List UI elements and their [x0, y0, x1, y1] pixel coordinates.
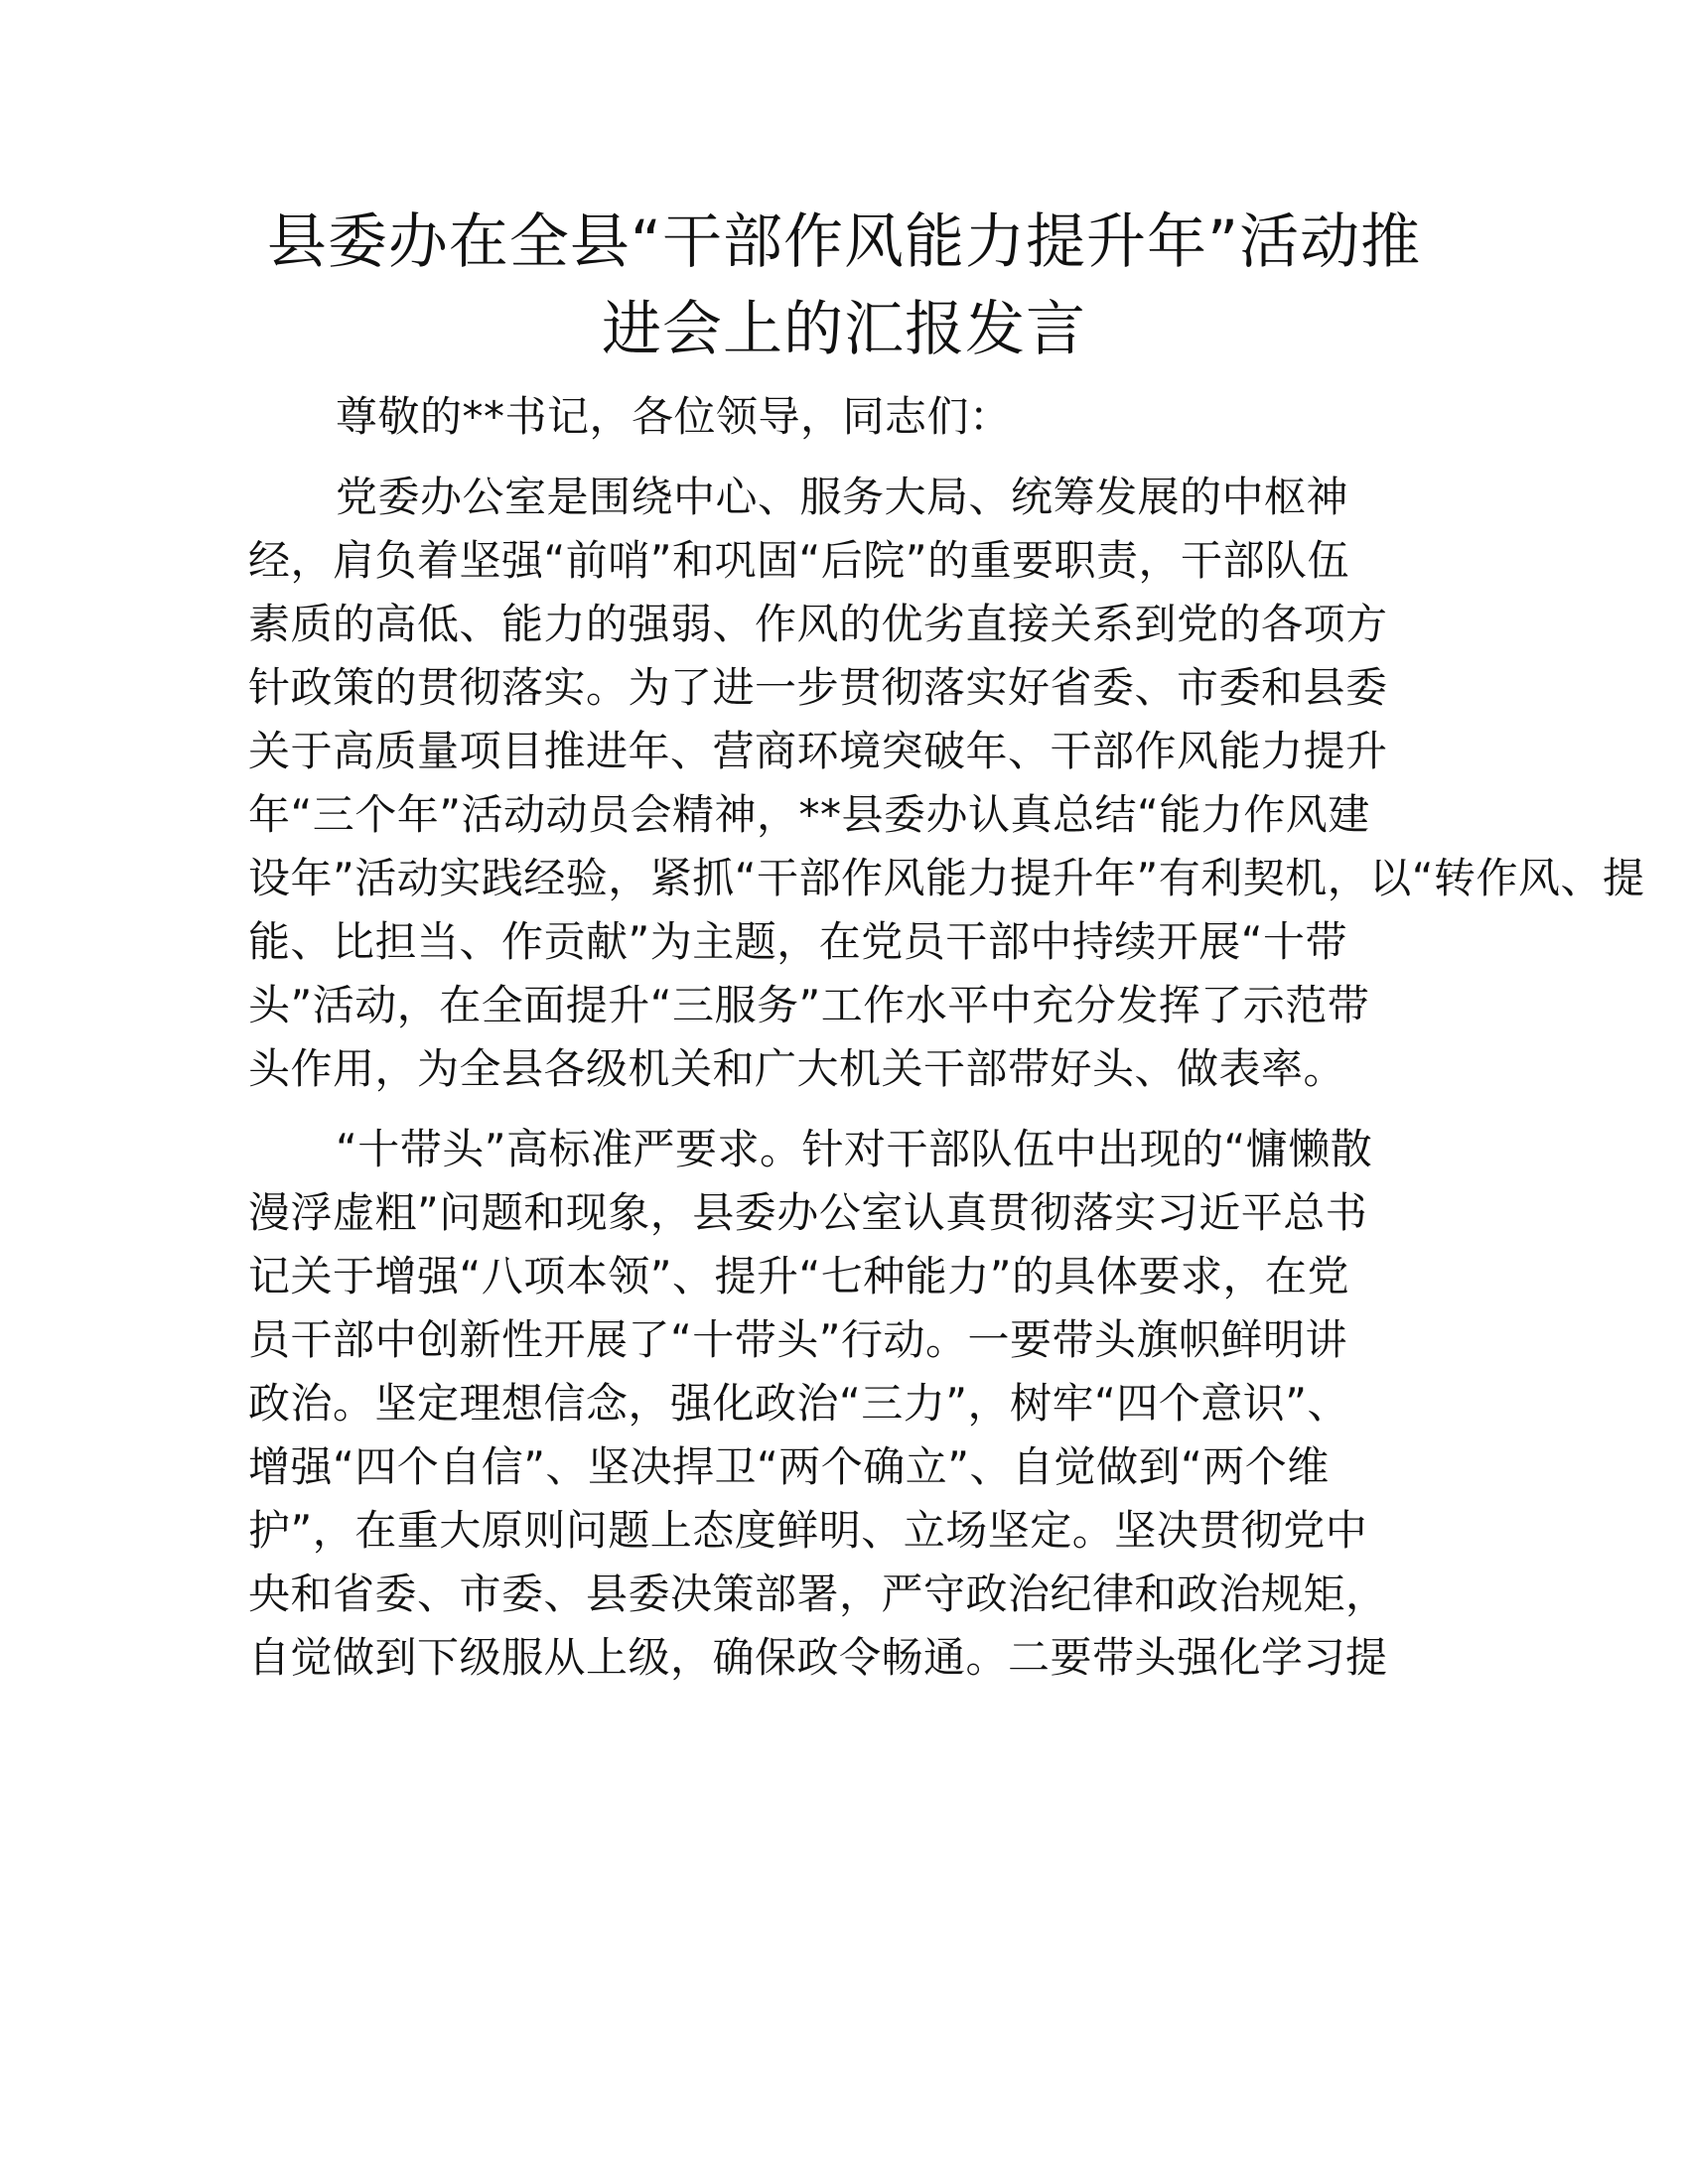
text-line: “十带头”高标准严要求。针对干部队伍中出现的“慵懒散	[336, 1125, 1373, 1173]
text-line: 关于高质量项目推进年、营商环境突破年、干部作风能力提升	[248, 727, 1388, 775]
title-line: 县委办在全县“干部作风能力提升年”活动推	[266, 207, 1422, 277]
text-line: 能、比担当、作贡献”为主题，在党员干部中持续开展“十带	[248, 917, 1348, 966]
salutation: 尊敬的**书记，各位领导，同志们：	[336, 392, 1012, 441]
text-line: 经，肩负着坚强“前哨”和巩固“后院”的重要职责，干部队伍	[248, 536, 1350, 585]
text-line: 政治。坚定理想信念，强化政治“三力”，树牢“四个意识”、	[248, 1379, 1350, 1428]
text-line: 头”活动，在全面提升“三服务”工作水平中充分发挥了示范带	[248, 981, 1370, 1029]
text-line: 设年”活动实践经验，紧抓“干部作风能力提升年”有利契机，以“转作风、提	[248, 854, 1645, 902]
text-line: 自觉做到下级服从上级，确保政令畅通。二要带头强化学习提	[248, 1633, 1388, 1682]
paragraph-2	[248, 1118, 1440, 1690]
text-line: 记关于增强“八项本领”、提升“七种能力”的具体要求，在党	[248, 1252, 1350, 1300]
text-line: 年“三个年”活动动员会精神，**县委办认真总结“能力作风建	[248, 790, 1370, 839]
text-line: 党委办公室是围绕中心、服务大局、统筹发展的中枢神	[336, 473, 1349, 521]
text-line: 增强“四个自信”、坚决捍卫“两个确立”、自觉做到“两个维	[248, 1442, 1330, 1491]
page-title	[199, 199, 1489, 373]
paragraph-1	[248, 466, 1645, 1101]
text-line: 央和省委、市委、县委决策部署，严守政治纪律和政治规矩，	[248, 1570, 1388, 1618]
text-line: 员干部中创新性开展了“十带头”行动。一要带头旗帜鲜明讲	[248, 1315, 1348, 1364]
text-line: 漫浮虚粗”问题和现象，县委办公室认真贯彻落实习近平总书	[248, 1188, 1368, 1237]
text-line: 针政策的贯彻落实。为了进一步贯彻落实好省委、市委和县委	[248, 663, 1388, 712]
text-line: 护”，在重大原则问题上态度鲜明、立场坚定。坚决贯彻党中	[248, 1506, 1368, 1555]
text-line: 头作用，为全县各级机关和广大机关干部带好头、做表率。	[248, 1044, 1346, 1093]
document-body	[248, 385, 1645, 1690]
title-line: 进会上的汇报发言	[602, 295, 1086, 364]
text-line: 素质的高低、能力的强弱、作风的优劣直接关系到党的各项方	[248, 600, 1388, 648]
